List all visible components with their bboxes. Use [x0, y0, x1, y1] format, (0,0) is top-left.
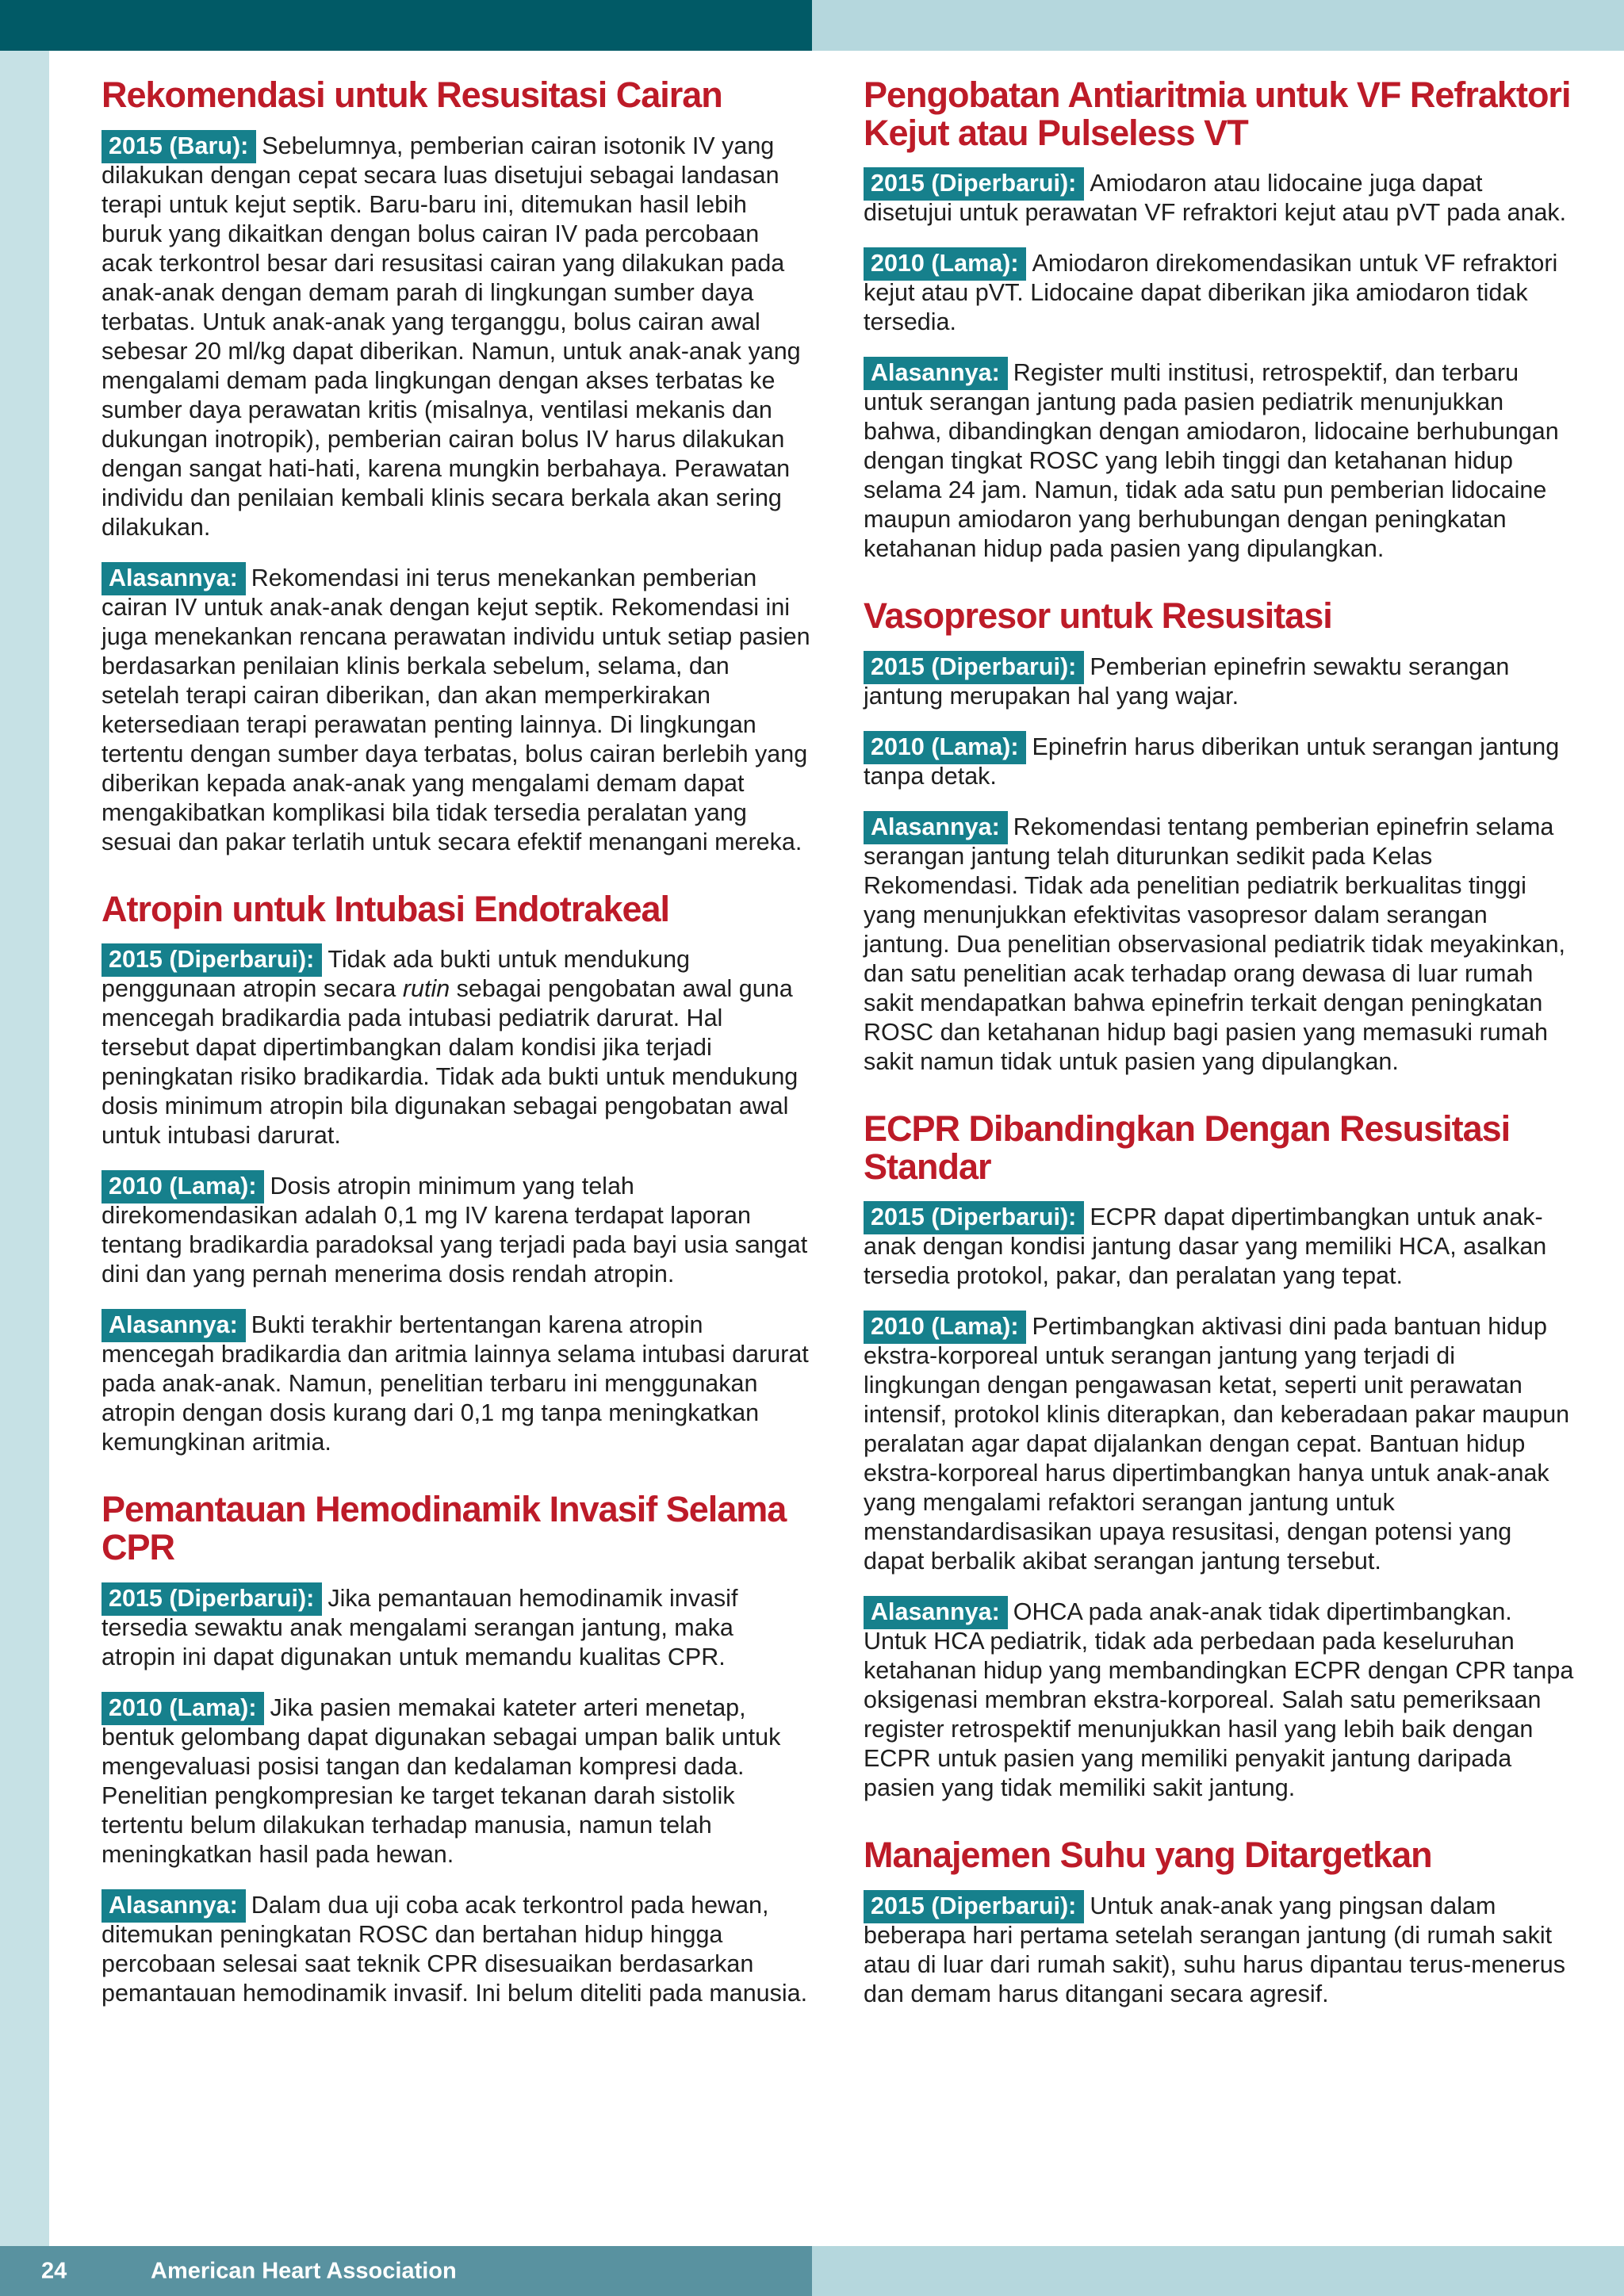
paragraph [102, 1891, 812, 2008]
top-bar-light-blue [812, 0, 1624, 51]
section-heading: Rekomendasi untuk Resusitasi Cairan [102, 75, 722, 115]
paragraph [102, 1172, 812, 1289]
paragraph-text: Dosis atropin minimum yang telah direkomendasikan adalah 0,1 mg IV karena terdapat laporan tentang bradikardia paradoksal yang terjadi pada bayi usia sangat dini dan yang pernah menerima dosis rendah atropin. [102, 1173, 808, 1288]
section-heading: Manajemen Suhu yang Ditargetkan [864, 1835, 1432, 1876]
badge-alasannya: Alasannya: [864, 357, 1008, 390]
section-heading: Vasopresor untuk Resusitasi [864, 595, 1332, 637]
badge-alasannya: Alasannya: [102, 1889, 246, 1923]
paragraph-text: Register multi institusi, retrospektif, dan terbaru untuk serangan jantung pada pasien pediatrik menunjukkan bahwa, dibandingkan dengan amiodaron, lidocaine berhubungan dengan tingkat ROSC yang lebih tinggi dan ketahanan hidup selama 24 jam. Namun, tidak ada satu pun pemberian lidocaine maupun amiodaron yang berhubungan dengan peningkatan ketahanan hidup pada pasien yang dipulangkan. [864, 359, 1559, 563]
paragraph-text: Untuk anak-anak yang pingsan dalam beberapa hari pertama setelah serangan jantung (di rumah sakit atau di luar dari rumah sakit), suhu harus dipantau terus-menerus dan demam harus ditangani secara agresif. [864, 1892, 1565, 2008]
badge-2015-diperbarui: 2015 (Diperbarui): [864, 167, 1084, 201]
paragraph-text: rutin [402, 975, 450, 1003]
badge-2010-lama: 2010 (Lama): [864, 247, 1026, 281]
left-column [102, 76, 812, 2030]
paragraph-text: Tidak ada bukti untuk mendukung penggunaan atropin secara [102, 946, 690, 1003]
badge-alasannya: Alasannya: [102, 562, 246, 595]
badge-2015-diperbarui: 2015 (Diperbarui): [864, 651, 1084, 684]
paragraph [864, 1892, 1574, 2009]
paragraph-text: Jika pasien memakai kateter arteri menetap, bentuk gelombang dapat digunakan sebagai umpan balik untuk mengevaluasi posisi tangan dan kedalaman kompresi dada. Penelitian pengkompresian ke target tekanan darah sistolik tertentu belum dilakukan terhadap manusia, namun telah meningkatkan hasil pada hewan. [102, 1693, 781, 1868]
section-heading: Pemantauan Hemodinamik Invasif Selama CPR [102, 1489, 787, 1568]
badge-2015-diperbarui: 2015 (Diperbarui): [102, 943, 322, 977]
two-column-content [102, 76, 1574, 2030]
badge-2015-diperbarui: 2015 (Diperbarui): [864, 1890, 1084, 1923]
paragraph-text: Pertimbangkan aktivasi dini pada bantuan hidup ekstra-korporeal untuk serangan jantung yang terjadi di lingkungan dengan pengawasan ketat, seperti unit perawatan intensif, protokol klinis diterapkan, dan keberadaan pakar maupun peralatan agar dapat dijalankan dengan cepat. Bantuan hidup ekstra-korporeal harus dipertimbangkan hanya untuk anak-anak yang mengalami refaktori serangan jantung untuk menstandardisasikan upaya resusitasi, dengan potensi yang dapat berbalik akibat serangan jantung tersebut. [864, 1313, 1570, 1575]
paragraph-text: Pemberian epinefrin sewaktu serangan jantung merupakan hal yang wajar. [864, 653, 1510, 710]
badge-alasannya: Alasannya: [102, 1309, 246, 1342]
footer-org-label: American Heart Association [151, 2258, 457, 2283]
badge-2015-baru: 2015 (Baru): [102, 130, 256, 163]
footer-bar-right-light [812, 2246, 1624, 2296]
badge-2010-lama: 2010 (Lama): [102, 1170, 264, 1203]
paragraph-text: OHCA pada anak-anak tidak dipertimbangkan. Untuk HCA pediatrik, tidak ada perbedaan pada keseluruhan ketahanan hidup yang membandingkan ECPR dengan CPR tanpa oksigenasi membran ekstra-korporeal. Salah satu pemeriksaan register retrospektif menunjukkan hasil yang lebih baik dengan ECPR untuk pasien yang memiliki penyakit jantung daripada pasien yang tidak memiliki sakit jantung. [864, 1598, 1574, 1802]
paragraph [102, 1311, 812, 1457]
paragraph-text: ECPR dapat dipertimbangkan untuk anak-anak dengan kondisi jantung dasar yang memiliki HCA, asalkan tersedia protokol, pakar, dan peralatan yang tepat. [864, 1203, 1547, 1290]
section-heading: ECPR Dibandingkan Dengan Resusitasi Standar [864, 1108, 1511, 1187]
paragraph-text: Epinefrin harus diberikan untuk serangan jantung tanpa detak. [864, 733, 1560, 790]
paragraph [102, 1693, 812, 1869]
badge-2010-lama: 2010 (Lama): [102, 1692, 264, 1725]
paragraph-text: Bukti terakhir bertentangan karena atropin mencegah bradikardia dan aritmia lainnya selama intubasi darurat pada anak-anak. Namun, penelitian terbaru ini menggunakan atropin dengan dosis kurang dari 0,1 mg tanpa meningkatkan kemungkinan aritmia. [102, 1311, 809, 1456]
paragraph [102, 132, 812, 542]
section-heading: Atropin untuk Intubasi Endotrakeal [102, 888, 670, 929]
badge-2010-lama: 2010 (Lama): [864, 731, 1026, 764]
paragraph [864, 358, 1574, 564]
section-heading: Pengobatan Antiaritmia untuk VF Refraktori Kejut atau Pulseless VT [864, 75, 1571, 153]
paragraph-text: Dalam dua uji coba acak terkontrol pada hewan, ditemukan peningkatan ROSC dan bertahan hidup hingga percobaan selesai saat teknik CPR disesuaikan berdasarkan pemantauan hemodinamik invasif. Ini belum diteliti pada manusia. [102, 1891, 808, 2007]
paragraph-text: sebagai pengobatan awal guna mencegah bradikardia pada intubasi pediatrik darurat. Hal tersebut dapat dipertimbangkan dalam kondisi jika terjadi peningkatan risiko bradikardia. Tidak ada bukti untuk mendukung dosis minimum atropin bila digunakan sebagai pengobatan awal untuk intubasi darurat. [102, 975, 799, 1150]
paragraph [864, 249, 1574, 337]
paragraph [864, 733, 1574, 791]
paragraph [102, 564, 812, 857]
left-edge-stripe [0, 51, 49, 2246]
paragraph-text: Rekomendasi tentang pemberian epinefrin selama serangan jantung telah diturunkan sedikit pada Kelas Rekomendasi. Tidak ada penelitian pediatrik berkualitas tinggi yang menunjukkan efektivitas vasopresor dalam serangan jantung. Dua penelitian observasional pediatrik tidak meyakinkan, dan satu penelitian acak terhadap orang dewasa di luar rumah sakit mendapatkan bahwa epinefrin terkait dengan peningkatan ROSC dan ketahanan hidup bagi pasien yang memasuki rumah sakit namun tidak untuk pasien yang dipulangkan. [864, 813, 1566, 1076]
paragraph [864, 1598, 1574, 1803]
paragraph-text: Jika pemantauan hemodinamik invasif tersedia sewaktu anak mengalami serangan jantung, maka atropin ini dapat digunakan untuk memandu kualitas CPR. [102, 1584, 738, 1670]
top-bar-dark-teal [0, 0, 812, 51]
paragraph-text: Amiodaron direkomendasikan untuk VF refraktori kejut atau pVT. Lidocaine dapat diberikan jika amiodaron tidak tersedia. [864, 250, 1558, 336]
badge-alasannya: Alasannya: [864, 811, 1008, 844]
badge-alasannya: Alasannya: [864, 1596, 1008, 1629]
page-number: 24 [41, 2258, 67, 2283]
paragraph [864, 1312, 1574, 1576]
paragraph [102, 1584, 812, 1672]
badge-2015-diperbarui: 2015 (Diperbarui): [864, 1201, 1084, 1234]
paragraph-text: Amiodaron atau lidocaine juga dapat disetujui untuk perawatan VF refraktori kejut atau pVT pada anak. [864, 170, 1567, 227]
paragraph-text: Sebelumnya, pemberian cairan isotonik IV yang dilakukan dengan cepat secara luas disetujui sebagai landasan terapi untuk kejut septik. Baru-baru ini, ditemukan hasil lebih buruk yang dikaitkan dengan bolus cairan IV pada percobaan acak terkontrol besar dari resusitasi cairan yang dilakukan pada anak-anak dengan demam parah di lingkungan sumber daya terbatas. Untuk anak-anak yang terganggu, bolus cairan awal sebesar 20 ml/kg dapat diberikan. Namun, untuk anak-anak yang mengalami demam pada lingkungan dengan akses terbatas ke sumber daya perawatan kritis (misalnya, ventilasi mekanis dan dukungan inotropik), pemberian cairan bolus IV harus dilakukan dengan sangat hati-hati, karena mungkin berbahaya. Perawatan individu dan penilaian kembali klinis secara berkala akan sering dilakukan. [102, 132, 801, 541]
badge-2015-diperbarui: 2015 (Diperbarui): [102, 1582, 322, 1616]
paragraph [864, 169, 1574, 228]
badge-2010-lama: 2010 (Lama): [864, 1311, 1026, 1344]
paragraph [102, 945, 812, 1150]
paragraph [864, 813, 1574, 1077]
paragraph [864, 652, 1574, 711]
right-column [864, 76, 1574, 2030]
paragraph-text: Rekomendasi ini terus menekankan pemberian cairan IV untuk anak-anak dengan kejut septik. Rekomendasi ini juga menekankan rencana perawatan individu untuk setiap pasien berdasarkan penilaian klinis berkala sebelum, selama, dan setelah terapi cairan diberikan, dan akan memperkirakan ketersediaan terapi perawatan penting lainnya. Di lingkungan tertentu dengan sumber daya terbatas, bolus cairan berlebih yang diberikan kepada anak-anak yang mengalami demam dapat mengakibatkan komplikasi bila tidak tersedia peralatan yang sesuai dan pakar terlatih untuk secara efektif menangani mereka. [102, 564, 810, 855]
paragraph [864, 1203, 1574, 1291]
footer-bar [0, 2246, 812, 2296]
